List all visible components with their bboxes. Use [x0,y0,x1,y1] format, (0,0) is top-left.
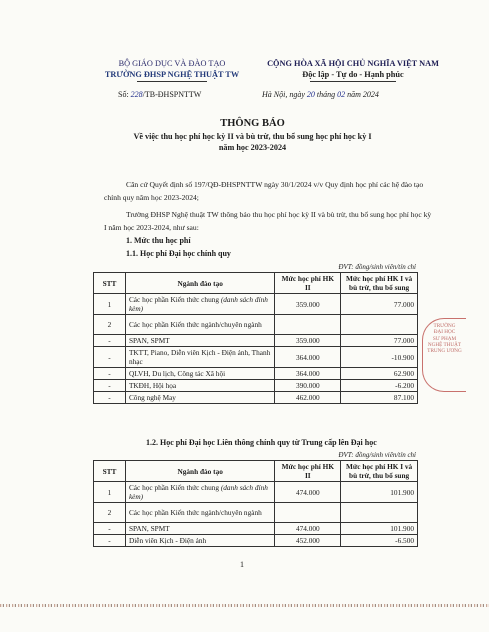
paragraph-legal-basis: Căn cứ Quyết định số 197/QĐ-ĐHSPNTTW ngày 30/1/2024 v/v Quy định học phí các hệ đào tạo chính quy năm học 2023-2024; [104,180,424,202]
cell-fee-hk1: 77.000 [341,294,418,315]
cell-fee-hk2 [275,503,341,523]
major-name: Công nghệ May [128,393,176,402]
table-row [94,347,418,368]
page-number: 1 [240,560,244,569]
cell-fee-hk2: 364.000 [275,347,341,368]
cell-major [125,315,274,335]
cell-fee-hk1: 62.900 [341,368,418,380]
cell-stt: 1 [94,482,126,503]
doc-no-suffix: /TB-ĐHSPNTTW [142,90,202,99]
major-name: Các học phần Kiến thức chung [128,483,221,492]
major-name: Các học phần Kiến thức chung [128,295,221,304]
table-row [94,523,418,535]
stamp-line: NGHỆ THUẬT [427,341,462,348]
table-row [94,392,418,404]
major-name: Các học phần Kiến thức ngành/chuyên ngành [128,320,262,329]
stamp-line: TRUNG ƯƠNG [427,348,462,355]
table-row [94,368,418,380]
col-header-stt: STT [94,461,126,482]
major-name: SPAN, SPMT [128,524,170,533]
unit-note-1: ĐVT: đồng/sinh viên/tín chỉ [338,263,416,271]
table-header-row [94,273,418,294]
major-name: SPAN, SPMT [128,336,170,345]
col-header-major: Ngành đào tạo [125,273,274,294]
document-subtitle [80,131,425,153]
cell-fee-hk1 [341,503,418,523]
table-2-body [94,482,418,547]
date-month-label: tháng [316,90,336,99]
cell-stt: - [94,335,126,347]
cell-stt: - [94,392,126,404]
ministry-name: BỘ GIÁO DỤC VÀ ĐÀO TẠO [118,59,226,68]
col-header-fee-hk2: Mức học phí HK II [275,461,341,482]
cell-major [125,392,274,404]
table-row [94,535,418,547]
cell-major [125,482,274,503]
date-day: 20 [306,90,315,99]
cell-stt: 1 [94,294,126,315]
table-row [94,380,418,392]
cell-fee-hk2: 359.000 [275,294,341,315]
cell-major [125,294,274,315]
header-right [248,58,458,82]
col-header-fee-hk2: Mức học phí HK II [275,273,341,294]
cell-stt: - [94,380,126,392]
section-1-heading: 1. Mức thu học phí [126,236,191,245]
table-row [94,335,418,347]
cell-stt: 2 [94,315,126,335]
doc-no-prefix: Số: [118,90,129,99]
unit-note-2: ĐVT: đồng/sinh viên/tín chỉ [338,451,416,459]
cell-major [125,335,274,347]
table-1-body [94,294,418,404]
cell-fee-hk1: -6.200 [341,380,418,392]
major-name: Diễn viên Kịch - Điện ảnh [128,536,207,545]
major-name: QLVH, Du lịch, Công tác Xã hội [128,369,226,378]
fee-table-transfer [93,460,418,547]
cell-stt: - [94,368,126,380]
cell-stt: - [94,523,126,535]
major-name: TKĐH, Hội họa [128,381,177,390]
date-month: 02 [337,90,346,99]
cell-fee-hk1 [341,315,418,335]
doc-no-handwritten: 228 [130,90,143,99]
major-note: (danh sách đính kèm) [128,295,268,313]
stamp-line: TRƯỜNG [433,323,456,329]
table-row [94,315,418,335]
section-1-1-heading: 1.1. Học phí Đại học chính quy [126,249,231,258]
cell-fee-hk1: 101.900 [341,523,418,535]
cell-stt: - [94,535,126,547]
section-1-2-heading: 1.2. Học phí Đại học Liên thông chính quy từ Trung cấp lên Đại học [146,438,377,447]
table-row [94,503,418,523]
motto: Độc lập - Tự do - Hạnh phúc [302,70,404,79]
stamp-line: SƯ PHẠM [432,335,457,342]
document-number [118,90,201,99]
major-name: Các học phần Kiến thức ngành/chuyên ngành [128,508,262,517]
document-title: THÔNG BÁO [220,118,285,129]
cell-fee-hk2: 474.000 [275,523,341,535]
date-prefix: Hà Nội, ngày [262,90,305,99]
cell-fee-hk1: 101.900 [341,482,418,503]
table-row [94,294,418,315]
paragraph-announcement: Trường ĐHSP Nghệ thuật TW thông báo thu học phí học kỳ II và bù trừ, thu bổ sung học phí học kỳ I năm học 2023-2024, như sau: [104,210,432,232]
cell-major [125,523,274,535]
cell-fee-hk2: 474.000 [275,482,341,503]
header-right-rule [310,81,396,82]
cell-fee-hk2 [275,315,341,335]
cell-fee-hk2: 364.000 [275,368,341,380]
cell-major [125,347,274,368]
col-header-stt: STT [94,273,126,294]
col-header-fee-hk1: Mức học phí HK I và bù trừ, thu bổ sung [341,461,418,482]
school-name: TRƯỜNG ĐHSP NGHỆ THUẬT TW [104,70,240,79]
cell-fee-hk1: 87.100 [341,392,418,404]
cell-major [125,503,274,523]
stamp-line: ĐẠI HỌC [433,329,456,336]
table-row [94,482,418,503]
cell-major [125,380,274,392]
col-header-major: Ngành đào tạo [125,461,274,482]
subtitle-line-2: năm học 2023-2024 [218,143,287,152]
major-name: TKTT, Piano, Diễn viên Kịch - Điện ảnh, Thanh nhạc [128,348,271,366]
cell-fee-hk2: 452.000 [275,535,341,547]
header-left [92,58,252,82]
scan-edge-strip [0,604,489,607]
col-header-fee-hk1: Mức học phí HK I và bù trừ, thu bổ sung [341,273,418,294]
document-date [262,90,379,99]
major-note: (danh sách đính kèm) [128,483,268,501]
date-year: năm 2024 [347,90,379,99]
cell-major [125,535,274,547]
republic-name: CỘNG HÒA XÃ HỘI CHỦ NGHĨA VIỆT NAM [267,59,439,68]
cell-fee-hk1: 77.000 [341,335,418,347]
cell-fee-hk2: 462.000 [275,392,341,404]
fee-table-undergraduate [93,272,418,404]
cell-fee-hk2: 390.000 [275,380,341,392]
official-stamp [422,318,466,392]
cell-fee-hk1: -10.900 [341,347,418,368]
subtitle-line-1: Về việc thu học phí học kỳ II và bù trừ, thu bổ sung học phí học kỳ I [133,132,372,141]
cell-major [125,368,274,380]
cell-stt: 2 [94,503,126,523]
cell-fee-hk2: 359.000 [275,335,341,347]
header-left-rule [137,81,207,82]
table-header-row [94,461,418,482]
cell-fee-hk1: -6.500 [341,535,418,547]
cell-stt: - [94,347,126,368]
